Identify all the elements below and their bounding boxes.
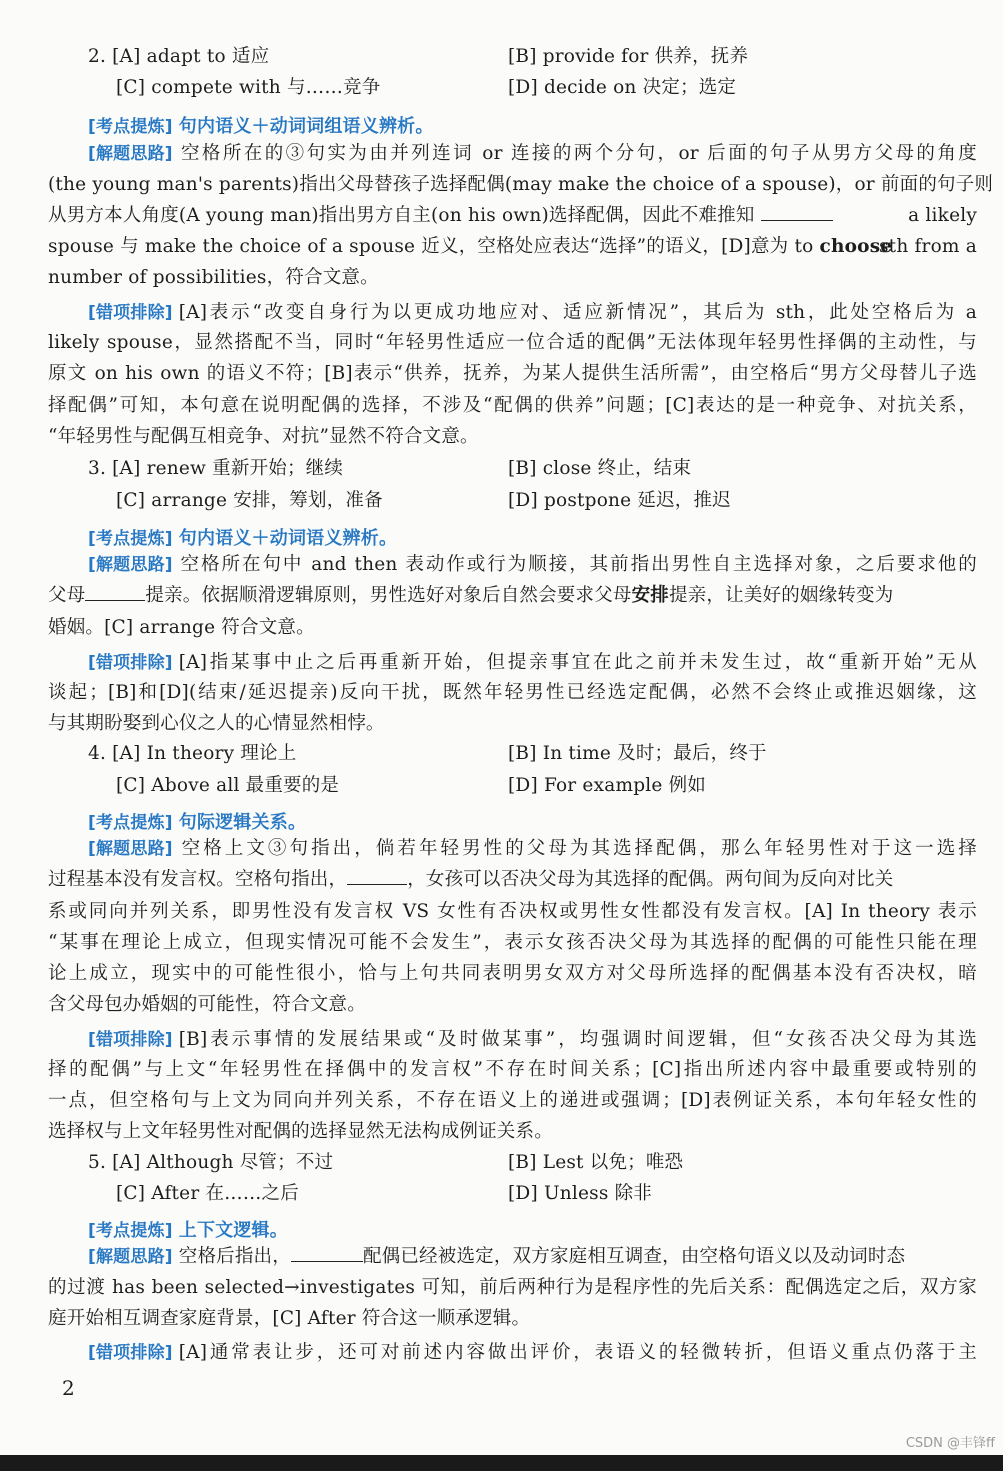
- wrong-text: [A]指某事中止之后再重新开始，但提亲事宜在此之前并未发生过，故“重新开始”无从: [178, 652, 977, 673]
- q3-option-c: [C] arrange 安排，筹划，准备: [116, 490, 383, 511]
- wrong-text: [A]通常表让步，还可对前述内容做出评价，表语义的轻微转折，但语义重点仍落于主: [178, 1342, 977, 1363]
- focus-text: 句内语义＋动词语义辨析。: [178, 528, 398, 549]
- analysis-text: 空格所在句中 and then 表动作或行为顺接，其前指出男性自主选择对象，之后要求他的: [178, 554, 977, 575]
- focus-text: 句际逻辑关系。: [178, 812, 307, 833]
- q3-analysis-line: 婚姻。[C] arrange 符合文意。: [48, 617, 315, 638]
- analysis-tag: [解题思路]: [88, 1247, 173, 1267]
- wrong-text: [B]表示事情的发展结果或“及时做某事”，均强调时间逻辑，但“女孩否决父母为其选: [178, 1029, 977, 1050]
- analysis-emphasis: choose: [819, 236, 893, 257]
- wrong-tag: [错项排除]: [88, 653, 173, 673]
- q4-wrong-line: 一点，但空格句与上文为同向并列关系，不存在语义上的递进或强调；[D]表例证关系，本句年轻女性的: [48, 1090, 977, 1111]
- q5-options-row-2: [48, 1179, 977, 1209]
- q2-analysis-line: [48, 201, 977, 231]
- q3-analysis-line: [48, 550, 977, 580]
- q4-analysis-line: [48, 865, 977, 895]
- q2-options-row-2: [48, 73, 977, 103]
- answer-blank: [347, 866, 407, 885]
- q2-analysis-line: (the young man's parents)指出父母替孩子选择配偶(may make the choice of a spouse)，or 前面的句子则: [48, 174, 994, 195]
- page-number: 2: [62, 1376, 75, 1400]
- analysis-emphasis: 安排: [631, 585, 670, 606]
- q4-wrong-line: 选择权与上文年轻男性对配偶的选择显然无法构成例证关系。: [48, 1121, 553, 1142]
- q3-options-row-2: [48, 486, 977, 516]
- q5-options-row-1: [48, 1148, 977, 1178]
- analysis-text: sth from a: [878, 236, 977, 257]
- q3-option-b: [B] close 终止，结束: [508, 458, 692, 479]
- q4-wrong-line: [48, 1025, 977, 1055]
- answer-blank: [291, 1243, 363, 1262]
- q4-option-c: [C] Above all 最重要的是: [116, 775, 340, 796]
- analysis-text: 从男方本人角度(A young man)指出男方自主(on his own)选择配偶，因此不难推知: [48, 205, 755, 226]
- q3-option-a: 3. [A] renew 重新开始；继续: [88, 458, 344, 479]
- q3-wrong-line: [48, 648, 977, 678]
- q3-analysis-line: [48, 581, 977, 611]
- q2-wrong-line: 择配偶”可知，本句意在说明配偶的选择，不涉及“配偶的供养”问题；[C]表达的是一种竞争、对抗关系，: [48, 395, 977, 416]
- q2-analysis-line: [48, 232, 977, 262]
- q2-wrong-line: likely spouse，显然搭配不当，同时“年轻男性适应一位合适的配偶”无法体现年轻男性择偶的主动性，与: [48, 332, 977, 353]
- q2-option-b: [B] provide for 供养，抚养: [508, 46, 749, 67]
- q4-options-row-2: [48, 771, 977, 801]
- q5-option-b: [B] Lest 以免；唯恐: [508, 1152, 684, 1173]
- wrong-tag: [错项排除]: [88, 303, 173, 323]
- analysis-tag: [解题思路]: [88, 144, 173, 164]
- q2-option-d: [D] decide on 决定；选定: [508, 77, 737, 98]
- analysis-tag: [解题思路]: [88, 839, 173, 859]
- q4-wrong-line: 择的配偶”与上文“年轻男性在择偶中的发言权”不存在时间关系；[C]指出所述内容中最重要或特别的: [48, 1059, 977, 1080]
- footer-bar: [0, 1455, 1003, 1471]
- q3-wrong-line: 与其期盼娶到心仪之人的心情显然相悖。: [48, 713, 385, 734]
- q2-option-c: [C] compete with 与……竞争: [116, 77, 381, 98]
- analysis-text: 空格后指出，: [178, 1246, 291, 1267]
- q4-analysis-line: 论上成立，现实中的可能性很小，恰与上句共同表明男女双方对父母所选择的配偶基本没有否决权，暗: [48, 963, 977, 984]
- q5-option-c: [C] After 在……之后: [116, 1183, 299, 1204]
- q5-analysis-line: 的过渡 has been selected→investigates 可知，前后两种行为是程序性的先后关系：配偶选定之后，双方家: [48, 1277, 977, 1298]
- wrong-tag: [错项排除]: [88, 1343, 173, 1363]
- q4-option-b: [B] In time 及时；最后，终于: [508, 743, 767, 764]
- answer-blank: [85, 582, 145, 601]
- focus-text: 上下文逻辑。: [178, 1220, 288, 1241]
- analysis-text: 空格所在的③句实为由并列连词 or 连接的两个分句，or 后面的句子从男方父母的角度: [178, 143, 977, 164]
- q2-analysis-line: number of possibilities，符合文意。: [48, 267, 379, 288]
- q4-analysis-line: 系或同向并列关系，即男性没有发言权 VS 女性有否决权或男性女性都没有发言权。[A] In theory 表示: [48, 901, 977, 922]
- wrong-tag: [错项排除]: [88, 1030, 173, 1050]
- focus-tag: [考点提炼]: [88, 529, 173, 549]
- q5-analysis-line: [48, 1242, 977, 1272]
- q2-focus-line: [48, 112, 977, 142]
- focus-tag: [考点提炼]: [88, 1221, 173, 1241]
- analysis-text: 提亲，让美好的姻缘转变为: [669, 585, 894, 606]
- q2-wrong-line: 原文 on his own 的语义不符；[B]表示“供养，抚养，为某人提供生活所需”，由空格后“男方父母替儿子选: [48, 363, 977, 384]
- q4-analysis-line: “某事在理论上成立，但现实情况可能不会发生”，表示女孩否决父母为其选择的配偶的可能性只能在理: [48, 932, 977, 953]
- analysis-text: 空格上文③句指出，倘若年轻男性的父母为其选择配偶，那么年轻男性对于这一选择: [178, 838, 977, 859]
- focus-text: 句内语义＋动词词组语义辨析。: [178, 116, 434, 137]
- focus-tag: [考点提炼]: [88, 813, 173, 833]
- q2-options-row-1: [48, 42, 977, 72]
- q3-options-row-1: [48, 454, 977, 484]
- analysis-text: a likely: [908, 205, 977, 226]
- q2-analysis-line: [48, 139, 977, 169]
- analysis-text: 配偶已经被选定，双方家庭相互调查，由空格句语义以及动词时态: [362, 1246, 906, 1267]
- wrong-text: [A]表示“改变自身行为以更成功地应对、适应新情况”，其后为 sth，此处空格后为 a: [178, 302, 977, 323]
- q2-option-a: 2. [A] adapt to 适应: [88, 46, 270, 67]
- analysis-tag: [解题思路]: [88, 555, 173, 575]
- q5-wrong-line: [48, 1338, 977, 1368]
- q5-analysis-line: 庭开始相互调查家庭背景，[C] After 符合这一顺承逻辑。: [48, 1308, 531, 1329]
- q5-option-d: [D] Unless 除非: [508, 1183, 652, 1204]
- q2-wrong-line: “年轻男性与配偶互相竞争、对抗”显然不符合文意。: [48, 426, 479, 447]
- analysis-text: spouse 与 make the choice of a spouse 近义，空格处应表达“选择”的语义，[D]意为 to: [48, 236, 814, 257]
- q4-analysis-line: [48, 834, 977, 864]
- q4-analysis-line: 含父母包办婚姻的可能性，符合文意。: [48, 994, 366, 1015]
- q4-option-a: 4. [A] In theory 理论上: [88, 743, 297, 764]
- analysis-text: 父母: [48, 585, 86, 606]
- analysis-text: 过程基本没有发言权。空格句指出，: [48, 869, 348, 890]
- q3-option-d: [D] postpone 延迟，推迟: [508, 490, 731, 511]
- analysis-text: ，女孩可以否决父母为其选择的配偶。两句间为反向对比关: [407, 869, 894, 890]
- q3-wrong-line: 谈起；[B]和[D](结束/延迟提亲)反向干扰，既然年轻男性已经选定配偶，必然不会终止或推迟姻缘，这: [48, 682, 977, 703]
- analysis-text: 提亲。依据顺滑逻辑原则，男性选好对象后自然会要求父母: [145, 585, 632, 606]
- focus-tag: [考点提炼]: [88, 117, 173, 137]
- q5-option-a: 5. [A] Although 尽管；不过: [88, 1152, 334, 1173]
- answer-blank: [761, 202, 833, 221]
- watermark: CSDN @丰锋ff: [905, 1436, 995, 1451]
- q2-wrong-line: [48, 298, 977, 328]
- q4-options-row-1: [48, 739, 977, 769]
- q4-option-d: [D] For example 例如: [508, 775, 706, 796]
